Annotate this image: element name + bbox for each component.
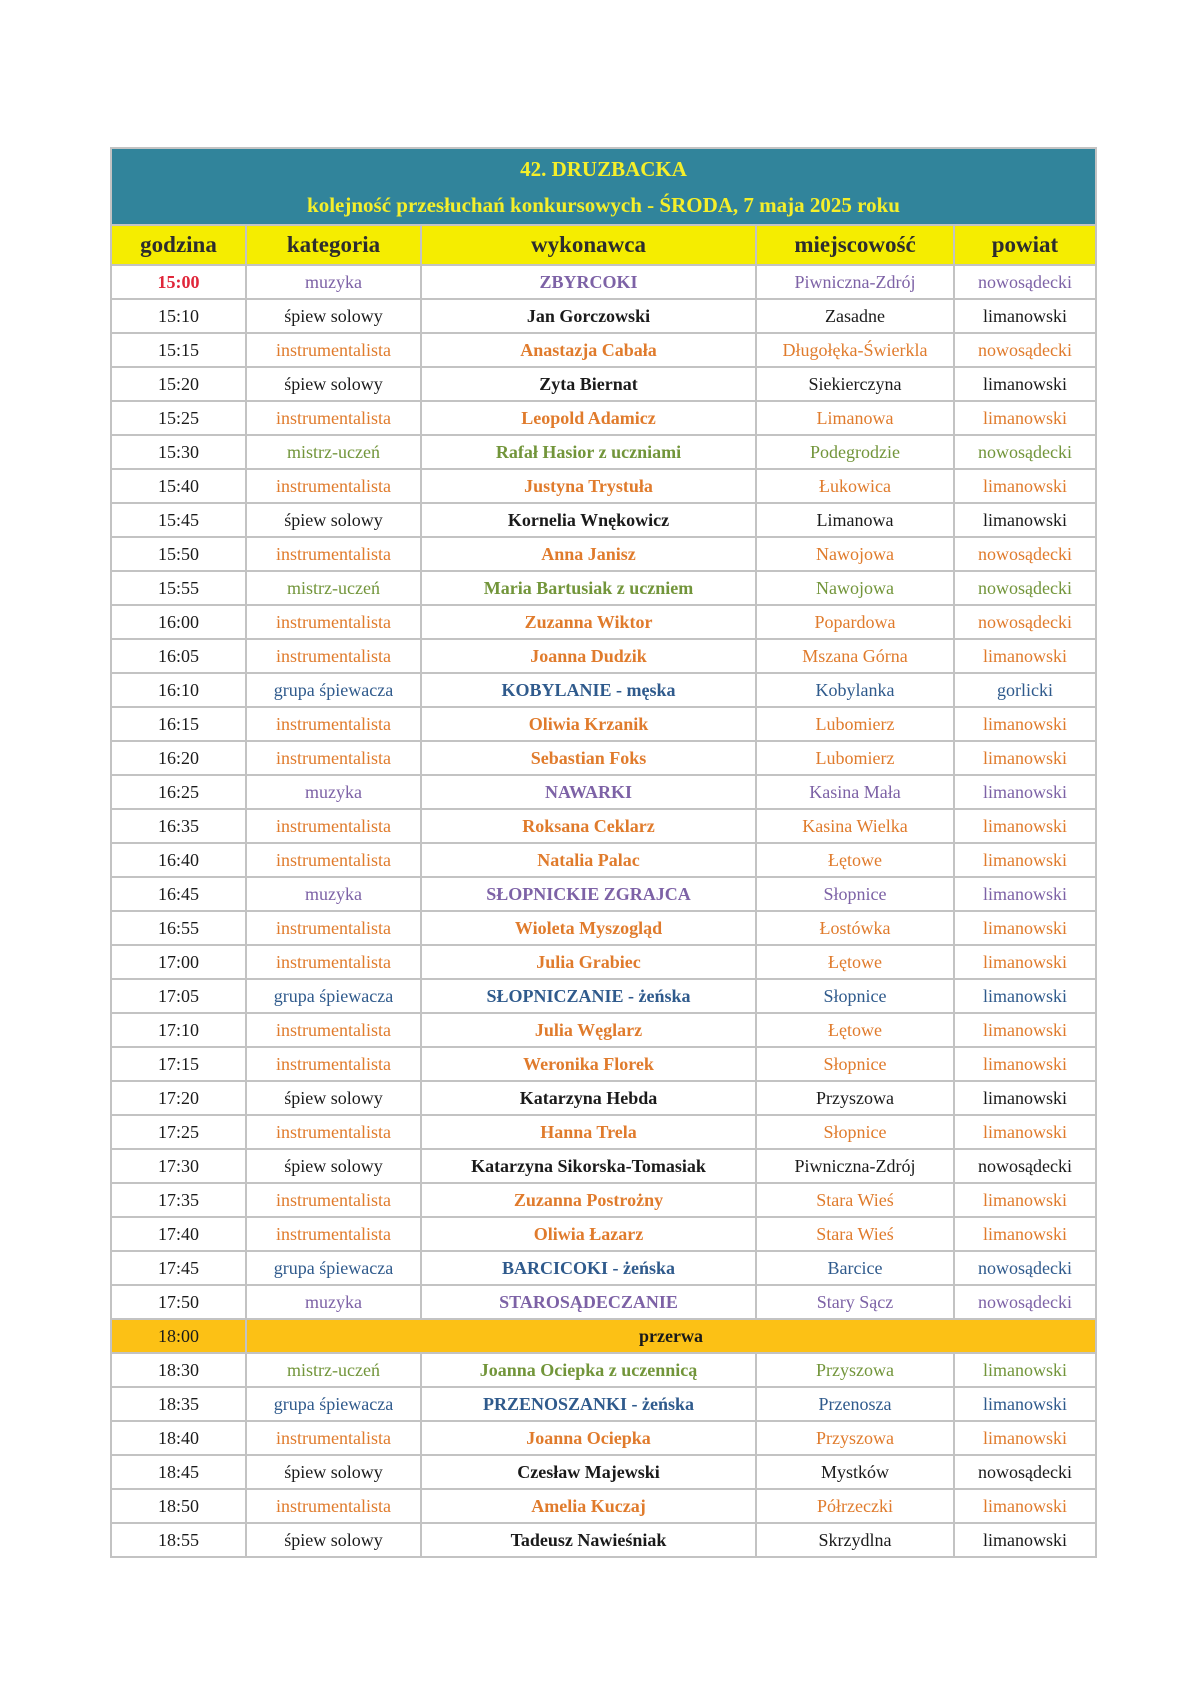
place-cell: Lubomierz	[756, 741, 954, 775]
schedule-row	[111, 537, 1096, 571]
schedule-row	[111, 911, 1096, 945]
time-cell: 17:35	[111, 1183, 246, 1217]
schedule-row	[111, 1183, 1096, 1217]
time-cell: 15:40	[111, 469, 246, 503]
performer-cell: Sebastian Foks	[421, 741, 756, 775]
place-cell: Łętowe	[756, 843, 954, 877]
schedule-row	[111, 1455, 1096, 1489]
schedule-row	[111, 435, 1096, 469]
schedule-row	[111, 605, 1096, 639]
category-cell: instrumentalista	[246, 1013, 421, 1047]
time-cell: 18:45	[111, 1455, 246, 1489]
category-cell: instrumentalista	[246, 1489, 421, 1523]
county-cell: nowosądecki	[954, 605, 1096, 639]
place-cell: Mszana Górna	[756, 639, 954, 673]
category-cell: instrumentalista	[246, 843, 421, 877]
place-cell: Przyszowa	[756, 1081, 954, 1115]
schedule-row	[111, 809, 1096, 843]
header-place: miejscowość	[756, 225, 954, 265]
category-cell: instrumentalista	[246, 401, 421, 435]
category-cell: śpiew solowy	[246, 1523, 421, 1557]
time-cell: 17:20	[111, 1081, 246, 1115]
header-category: kategoria	[246, 225, 421, 265]
place-cell: Kasina Mała	[756, 775, 954, 809]
performer-cell: Rafał Hasior z uczniami	[421, 435, 756, 469]
place-cell: Przenosza	[756, 1387, 954, 1421]
schedule-row	[111, 639, 1096, 673]
time-cell: 16:45	[111, 877, 246, 911]
category-cell: instrumentalista	[246, 945, 421, 979]
time-cell: 16:00	[111, 605, 246, 639]
county-cell: nowosądecki	[954, 265, 1096, 299]
schedule-row	[111, 299, 1096, 333]
schedule-row	[111, 503, 1096, 537]
category-cell: instrumentalista	[246, 333, 421, 367]
performer-cell: Hanna Trela	[421, 1115, 756, 1149]
county-cell: limanowski	[954, 945, 1096, 979]
place-cell: Siekierczyna	[756, 367, 954, 401]
county-cell: limanowski	[954, 1115, 1096, 1149]
category-cell: instrumentalista	[246, 1183, 421, 1217]
performer-cell: NAWARKI	[421, 775, 756, 809]
place-cell: Piwniczna-Zdrój	[756, 265, 954, 299]
category-cell: mistrz-uczeń	[246, 1353, 421, 1387]
place-cell: Łostówka	[756, 911, 954, 945]
time-cell: 15:20	[111, 367, 246, 401]
county-cell: nowosądecki	[954, 537, 1096, 571]
performer-cell: Maria Bartusiak z uczniem	[421, 571, 756, 605]
category-cell: śpiew solowy	[246, 1081, 421, 1115]
performer-cell: Roksana Ceklarz	[421, 809, 756, 843]
event-title: 42. DRUZBACKA	[520, 156, 687, 181]
performer-cell: Katarzyna Hebda	[421, 1081, 756, 1115]
time-cell: 17:15	[111, 1047, 246, 1081]
category-cell: muzyka	[246, 775, 421, 809]
time-cell: 16:55	[111, 911, 246, 945]
performer-cell: Leopold Adamicz	[421, 401, 756, 435]
schedule-row	[111, 265, 1096, 299]
schedule-row	[111, 1081, 1096, 1115]
schedule-row	[111, 741, 1096, 775]
performer-cell: Joanna Ociepka	[421, 1421, 756, 1455]
time-cell: 17:30	[111, 1149, 246, 1183]
time-cell: 17:05	[111, 979, 246, 1013]
performer-cell: BARCICOKI - żeńska	[421, 1251, 756, 1285]
schedule-row	[111, 877, 1096, 911]
county-cell: limanowski	[954, 775, 1096, 809]
header-time: godzina	[111, 225, 246, 265]
place-cell: Długołęka-Świerkla	[756, 333, 954, 367]
place-cell: Skrzydlna	[756, 1523, 954, 1557]
county-cell: limanowski	[954, 1523, 1096, 1557]
break-row	[111, 1319, 1096, 1353]
place-cell: Łętowe	[756, 945, 954, 979]
time-cell: 15:45	[111, 503, 246, 537]
category-cell: grupa śpiewacza	[246, 979, 421, 1013]
performer-cell: Julia Węglarz	[421, 1013, 756, 1047]
title-cell	[111, 148, 1096, 225]
county-cell: limanowski	[954, 809, 1096, 843]
place-cell: Słopnice	[756, 877, 954, 911]
time-cell: 16:20	[111, 741, 246, 775]
schedule-row	[111, 401, 1096, 435]
county-cell: limanowski	[954, 1387, 1096, 1421]
county-cell: nowosądecki	[954, 1285, 1096, 1319]
time-cell: 17:25	[111, 1115, 246, 1149]
performer-cell: Zuzanna Postrożny	[421, 1183, 756, 1217]
place-cell: Słopnice	[756, 979, 954, 1013]
place-cell: Nawojowa	[756, 537, 954, 571]
county-cell: limanowski	[954, 1217, 1096, 1251]
performer-cell: Tadeusz Nawieśniak	[421, 1523, 756, 1557]
category-cell: instrumentalista	[246, 1047, 421, 1081]
schedule-row	[111, 1251, 1096, 1285]
category-cell: grupa śpiewacza	[246, 1387, 421, 1421]
schedule-row	[111, 673, 1096, 707]
time-cell: 17:40	[111, 1217, 246, 1251]
county-cell: limanowski	[954, 639, 1096, 673]
county-cell: limanowski	[954, 707, 1096, 741]
place-cell: Piwniczna-Zdrój	[756, 1149, 954, 1183]
place-cell: Przyszowa	[756, 1353, 954, 1387]
time-cell: 16:35	[111, 809, 246, 843]
schedule-row	[111, 1523, 1096, 1557]
schedule-row	[111, 1217, 1096, 1251]
time-cell: 16:15	[111, 707, 246, 741]
place-cell: Limanowa	[756, 503, 954, 537]
time-cell: 17:45	[111, 1251, 246, 1285]
county-cell: limanowski	[954, 979, 1096, 1013]
schedule-row	[111, 333, 1096, 367]
performer-cell: Amelia Kuczaj	[421, 1489, 756, 1523]
performer-cell: Zyta Biernat	[421, 367, 756, 401]
category-cell: mistrz-uczeń	[246, 571, 421, 605]
county-cell: limanowski	[954, 367, 1096, 401]
county-cell: nowosądecki	[954, 333, 1096, 367]
performer-cell: Justyna Trystuła	[421, 469, 756, 503]
category-cell: muzyka	[246, 877, 421, 911]
category-cell: śpiew solowy	[246, 503, 421, 537]
schedule-row	[111, 945, 1096, 979]
place-cell: Kobylanka	[756, 673, 954, 707]
category-cell: instrumentalista	[246, 537, 421, 571]
category-cell: instrumentalista	[246, 469, 421, 503]
county-cell: limanowski	[954, 843, 1096, 877]
place-cell: Mystków	[756, 1455, 954, 1489]
schedule-row	[111, 1285, 1096, 1319]
category-cell: muzyka	[246, 1285, 421, 1319]
category-cell: instrumentalista	[246, 605, 421, 639]
place-cell: Zasadne	[756, 299, 954, 333]
county-cell: limanowski	[954, 1489, 1096, 1523]
schedule-row	[111, 707, 1096, 741]
place-cell: Kasina Wielka	[756, 809, 954, 843]
county-cell: limanowski	[954, 1047, 1096, 1081]
county-cell: limanowski	[954, 877, 1096, 911]
time-cell: 18:50	[111, 1489, 246, 1523]
county-cell: limanowski	[954, 1081, 1096, 1115]
place-cell: Lubomierz	[756, 707, 954, 741]
performer-cell: ZBYRCOKI	[421, 265, 756, 299]
county-cell: nowosądecki	[954, 1149, 1096, 1183]
time-cell: 15:25	[111, 401, 246, 435]
time-cell: 15:30	[111, 435, 246, 469]
schedule-row	[111, 571, 1096, 605]
county-cell: limanowski	[954, 469, 1096, 503]
break-time: 18:00	[111, 1319, 246, 1353]
schedule-row	[111, 1387, 1096, 1421]
place-cell: Limanowa	[756, 401, 954, 435]
place-cell: Podegrodzie	[756, 435, 954, 469]
header-county: powiat	[954, 225, 1096, 265]
schedule-row	[111, 1353, 1096, 1387]
county-cell: limanowski	[954, 1353, 1096, 1387]
county-cell: limanowski	[954, 1013, 1096, 1047]
category-cell: śpiew solowy	[246, 299, 421, 333]
performer-cell: Julia Grabiec	[421, 945, 756, 979]
time-cell: 15:10	[111, 299, 246, 333]
schedule-row	[111, 367, 1096, 401]
performer-cell: Anna Janisz	[421, 537, 756, 571]
category-cell: instrumentalista	[246, 741, 421, 775]
time-cell: 16:05	[111, 639, 246, 673]
place-cell: Popardowa	[756, 605, 954, 639]
header-performer: wykonawca	[421, 225, 756, 265]
performer-cell: Zuzanna Wiktor	[421, 605, 756, 639]
place-cell: Stara Wieś	[756, 1217, 954, 1251]
performer-cell: PRZENOSZANKI - żeńska	[421, 1387, 756, 1421]
county-cell: limanowski	[954, 401, 1096, 435]
place-cell: Przyszowa	[756, 1421, 954, 1455]
category-cell: śpiew solowy	[246, 367, 421, 401]
performer-cell: Oliwia Łazarz	[421, 1217, 756, 1251]
performer-cell: Weronika Florek	[421, 1047, 756, 1081]
time-cell: 18:35	[111, 1387, 246, 1421]
performer-cell: Anastazja Cabała	[421, 333, 756, 367]
county-cell: limanowski	[954, 1183, 1096, 1217]
schedule-row	[111, 1489, 1096, 1523]
category-cell: instrumentalista	[246, 1217, 421, 1251]
performer-cell: Katarzyna Sikorska-Tomasiak	[421, 1149, 756, 1183]
time-cell: 15:50	[111, 537, 246, 571]
performer-cell: Joanna Dudzik	[421, 639, 756, 673]
title-row	[111, 148, 1096, 225]
county-cell: limanowski	[954, 503, 1096, 537]
performer-cell: Natalia Palac	[421, 843, 756, 877]
place-cell: Nawojowa	[756, 571, 954, 605]
place-cell: Łętowe	[756, 1013, 954, 1047]
county-cell: limanowski	[954, 1421, 1096, 1455]
schedule-row	[111, 1421, 1096, 1455]
category-cell: instrumentalista	[246, 1115, 421, 1149]
time-cell: 17:00	[111, 945, 246, 979]
category-cell: instrumentalista	[246, 707, 421, 741]
county-cell: gorlicki	[954, 673, 1096, 707]
schedule-row	[111, 1013, 1096, 1047]
header-row	[111, 225, 1096, 265]
place-cell: Słopnice	[756, 1047, 954, 1081]
schedule-row	[111, 1047, 1096, 1081]
time-cell: 15:00	[111, 265, 246, 299]
category-cell: grupa śpiewacza	[246, 673, 421, 707]
performer-cell: Oliwia Krzanik	[421, 707, 756, 741]
schedule-row	[111, 979, 1096, 1013]
category-cell: instrumentalista	[246, 639, 421, 673]
performer-cell: Kornelia Wnękowicz	[421, 503, 756, 537]
time-cell: 18:55	[111, 1523, 246, 1557]
time-cell: 18:30	[111, 1353, 246, 1387]
performer-cell: Czesław Majewski	[421, 1455, 756, 1489]
time-cell: 17:10	[111, 1013, 246, 1047]
place-cell: Łukowica	[756, 469, 954, 503]
time-cell: 18:40	[111, 1421, 246, 1455]
category-cell: instrumentalista	[246, 809, 421, 843]
performer-cell: STAROSĄDECZANIE	[421, 1285, 756, 1319]
category-cell: muzyka	[246, 265, 421, 299]
performer-cell: KOBYLANIE - męska	[421, 673, 756, 707]
performer-cell: Jan Gorczowski	[421, 299, 756, 333]
county-cell: nowosądecki	[954, 435, 1096, 469]
county-cell: nowosądecki	[954, 571, 1096, 605]
place-cell: Stara Wieś	[756, 1183, 954, 1217]
break-label: przerwa	[246, 1319, 1096, 1353]
category-cell: instrumentalista	[246, 911, 421, 945]
time-cell: 15:15	[111, 333, 246, 367]
event-subtitle: kolejność przesłuchań konkursowych - ŚRODA, 7 maja 2025 roku	[307, 192, 900, 217]
time-cell: 15:55	[111, 571, 246, 605]
performer-cell: Wioleta Myszogląd	[421, 911, 756, 945]
time-cell: 16:40	[111, 843, 246, 877]
time-cell: 17:50	[111, 1285, 246, 1319]
category-cell: grupa śpiewacza	[246, 1251, 421, 1285]
performer-cell: Joanna Ociepka z uczennicą	[421, 1353, 756, 1387]
schedule-row	[111, 469, 1096, 503]
county-cell: nowosądecki	[954, 1251, 1096, 1285]
schedule-row	[111, 1115, 1096, 1149]
schedule-row	[111, 1149, 1096, 1183]
place-cell: Słopnice	[756, 1115, 954, 1149]
county-cell: limanowski	[954, 299, 1096, 333]
county-cell: limanowski	[954, 741, 1096, 775]
category-cell: mistrz-uczeń	[246, 435, 421, 469]
category-cell: śpiew solowy	[246, 1149, 421, 1183]
schedule-row	[111, 843, 1096, 877]
county-cell: nowosądecki	[954, 1455, 1096, 1489]
category-cell: instrumentalista	[246, 1421, 421, 1455]
time-cell: 16:25	[111, 775, 246, 809]
county-cell: limanowski	[954, 911, 1096, 945]
category-cell: śpiew solowy	[246, 1455, 421, 1489]
place-cell: Półrzeczki	[756, 1489, 954, 1523]
performer-cell: SŁOPNICZANIE - żeńska	[421, 979, 756, 1013]
time-cell: 16:10	[111, 673, 246, 707]
performer-cell: SŁOPNICKIE ZGRAJCA	[421, 877, 756, 911]
place-cell: Stary Sącz	[756, 1285, 954, 1319]
place-cell: Barcice	[756, 1251, 954, 1285]
schedule-row	[111, 775, 1096, 809]
schedule-table	[110, 147, 1097, 1558]
